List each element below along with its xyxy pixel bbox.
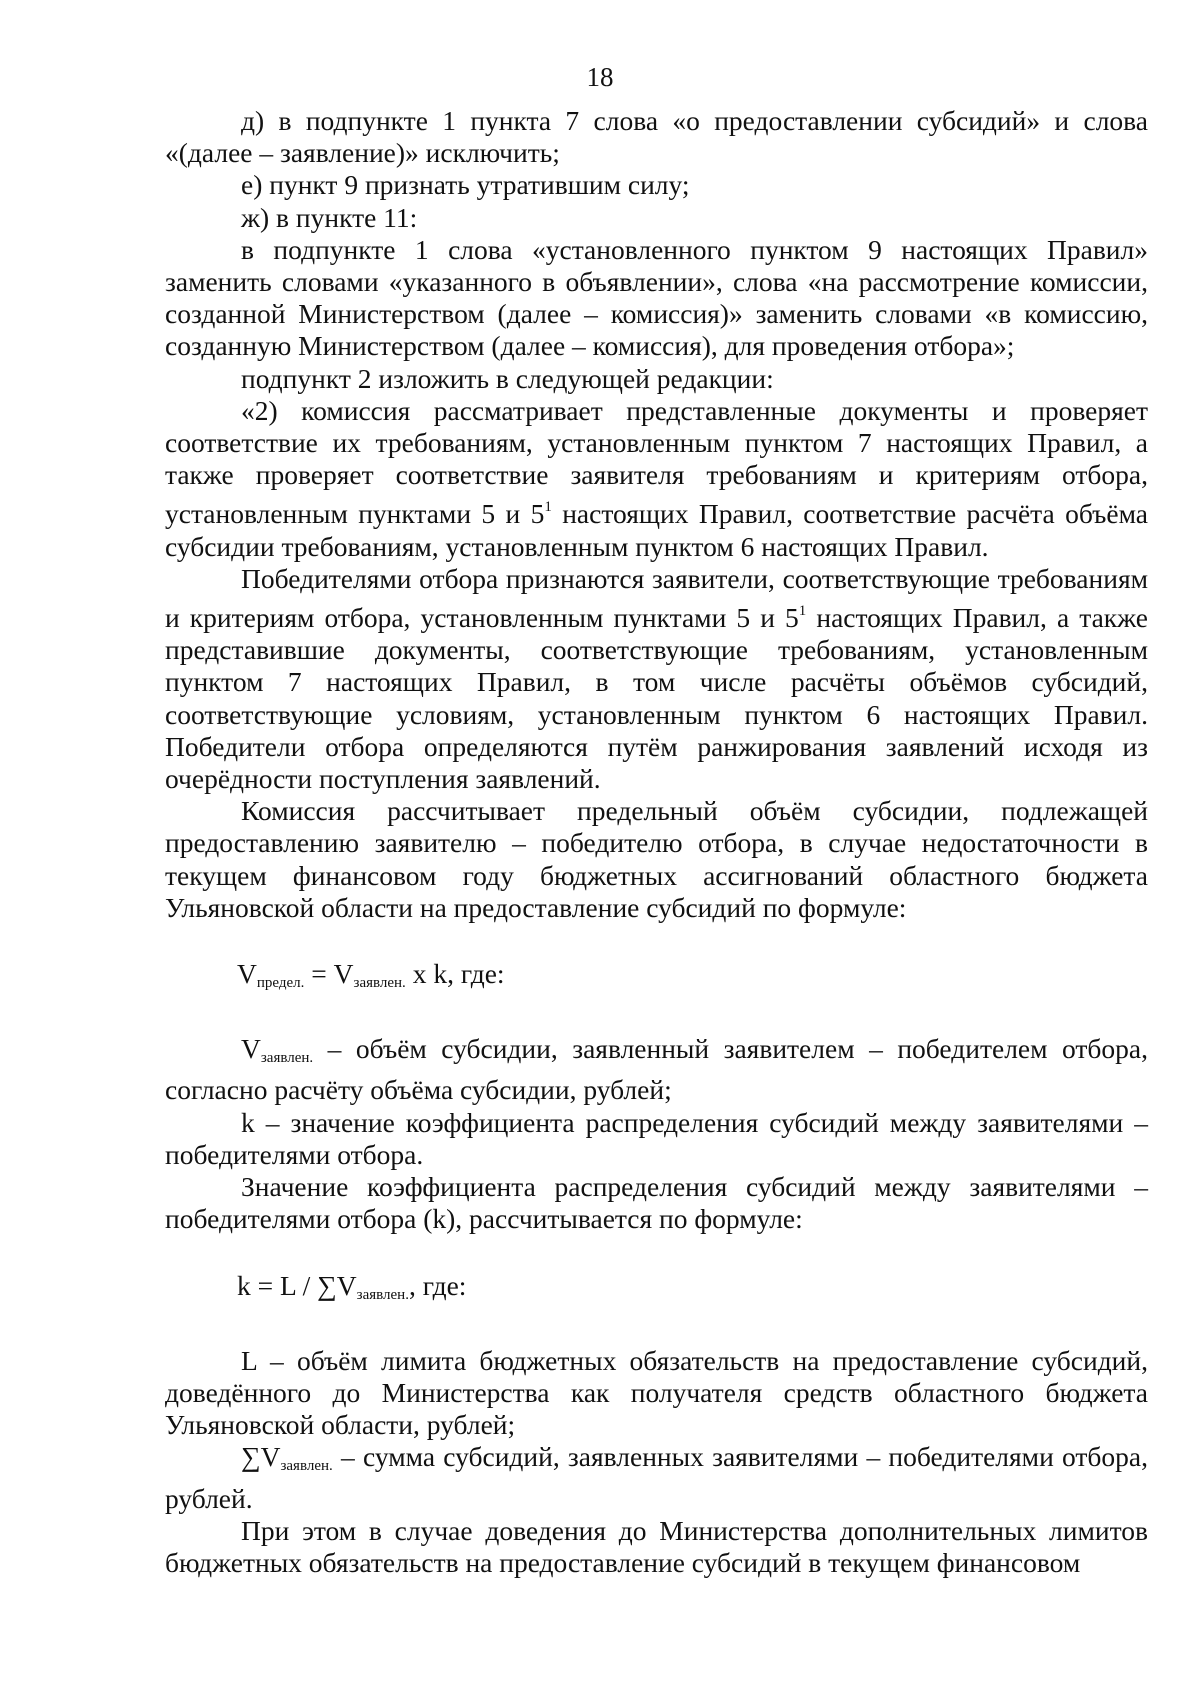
- formula-coefficient: [165, 1270, 1148, 1311]
- paragraph-winners-part2: настоящих Правил, а также представившие документы, соответствующие требованиям, установленным пунктом 7 настоящих Правил, в том числе расчёты объёмов субсидий, соответствующие условиям, установленным пунктом 6 настоящих Правил. Победители отбора определяются путём ранжирования заявлений исходя из очерёдности поступления заявлений.: [165, 602, 1149, 795]
- paragraph-commission-calc: Комиссия рассчитывает предельный объём субсидии, подлежащей предоставлению заявителю – победителю отбора, в случае недостаточности в текущем финансовом году бюджетных ассигнований областного бюджета Ульяновской области на предоставление субсидий по формуле:: [165, 795, 1148, 923]
- formula-tail: x k, где:: [405, 958, 505, 990]
- paragraph-d: д) в подпункте 1 пункта 7 слова «о предоставлении субсидий» и слова «(далее – заявление)» исключить;: [165, 105, 1148, 169]
- paragraph-winners-part1: Победителями отбора признаются заявители, соответствующие требованиям и критериям отбора, установленным пунктами 5 и 5: [165, 562, 1148, 634]
- definition-k: k – значение коэффициента распределения субсидий между заявителями – победителями отбора.: [165, 1106, 1148, 1170]
- document-body: [165, 105, 1148, 1579]
- formula-subscript: заявлен.: [260, 1050, 314, 1067]
- definition-sum: [165, 1441, 1148, 1514]
- definition-l: L – объём лимита бюджетных обязательств на предоставление субсидий, доведённого до Министерства как получателя средств областного бюджета Ульяновской области, рублей;: [165, 1344, 1148, 1441]
- paragraph-commission-review: [165, 395, 1148, 563]
- formula-limit: [165, 958, 1148, 999]
- formula-symbol: ∑V: [241, 1441, 281, 1473]
- formula-subscript: предел.: [256, 975, 305, 992]
- formula-lhs: k = L / ∑V: [237, 1269, 357, 1301]
- formula-subscript: заявлен.: [280, 1458, 333, 1475]
- definition-v-declared: [165, 1033, 1148, 1106]
- paragraph-additional-limits: При этом в случае доведения до Министерства дополнительных лимитов бюджетных обязательств на предоставление субсидий в текущем финансовом: [165, 1514, 1148, 1578]
- superscript: 1: [798, 603, 807, 620]
- paragraph-winners: [165, 563, 1148, 795]
- paragraph-subpoint-1: в подпункте 1 слова «установленного пунктом 9 настоящих Правил» заменить словами «указанного в объявлении», слова «на рассмотрение комиссии, созданной Министерством (далее – комиссия)» заменить словами «в комиссию, созданную Министерством (далее – комиссия), для проведения отбора»;: [165, 233, 1148, 362]
- formula-symbol: V: [237, 958, 257, 990]
- paragraph-commission-review-part2: настоящих Правил, соответствие расчёта объёма субсидии требованиям, установленным пунктом 6 настоящих Правил.: [165, 498, 1148, 562]
- paragraph-subpoint-2: подпункт 2 изложить в следующей редакции:: [241, 362, 774, 394]
- formula-subscript: заявлен.: [356, 1286, 409, 1303]
- paragraph-zh: ж) в пункте 11:: [241, 201, 418, 233]
- formula-symbol: V: [241, 1033, 261, 1065]
- superscript: 1: [544, 499, 552, 516]
- paragraph-commission-review-part1: «2) комиссия рассматривает представленные документы и проверяет соответствие их требованиям, установленным пунктом 7 настоящих Правил, а также проверяет соответствие заявителя требованиям и критериям отбора, установленным пунктами 5 и 5: [165, 394, 1148, 530]
- formula-tail: , где:: [408, 1269, 467, 1301]
- definition-text: – сумма субсидий, заявленных заявителями – победителями отбора, рублей.: [165, 1441, 1149, 1514]
- page-number: 18: [586, 62, 614, 92]
- definition-text: – объём субсидии, заявленный заявителем – победителем отбора, согласно расчёту объёма субсидии, рублей;: [165, 1033, 1148, 1106]
- paragraph-e: е) пункт 9 признать утратившим силу;: [241, 169, 690, 201]
- formula-subscript: заявлен.: [353, 975, 406, 992]
- formula-equals: = V: [304, 958, 354, 990]
- paragraph-coefficient: Значение коэффициента распределения субсидий между заявителями – победителями отбора (k), рассчитывается по формуле:: [165, 1171, 1148, 1235]
